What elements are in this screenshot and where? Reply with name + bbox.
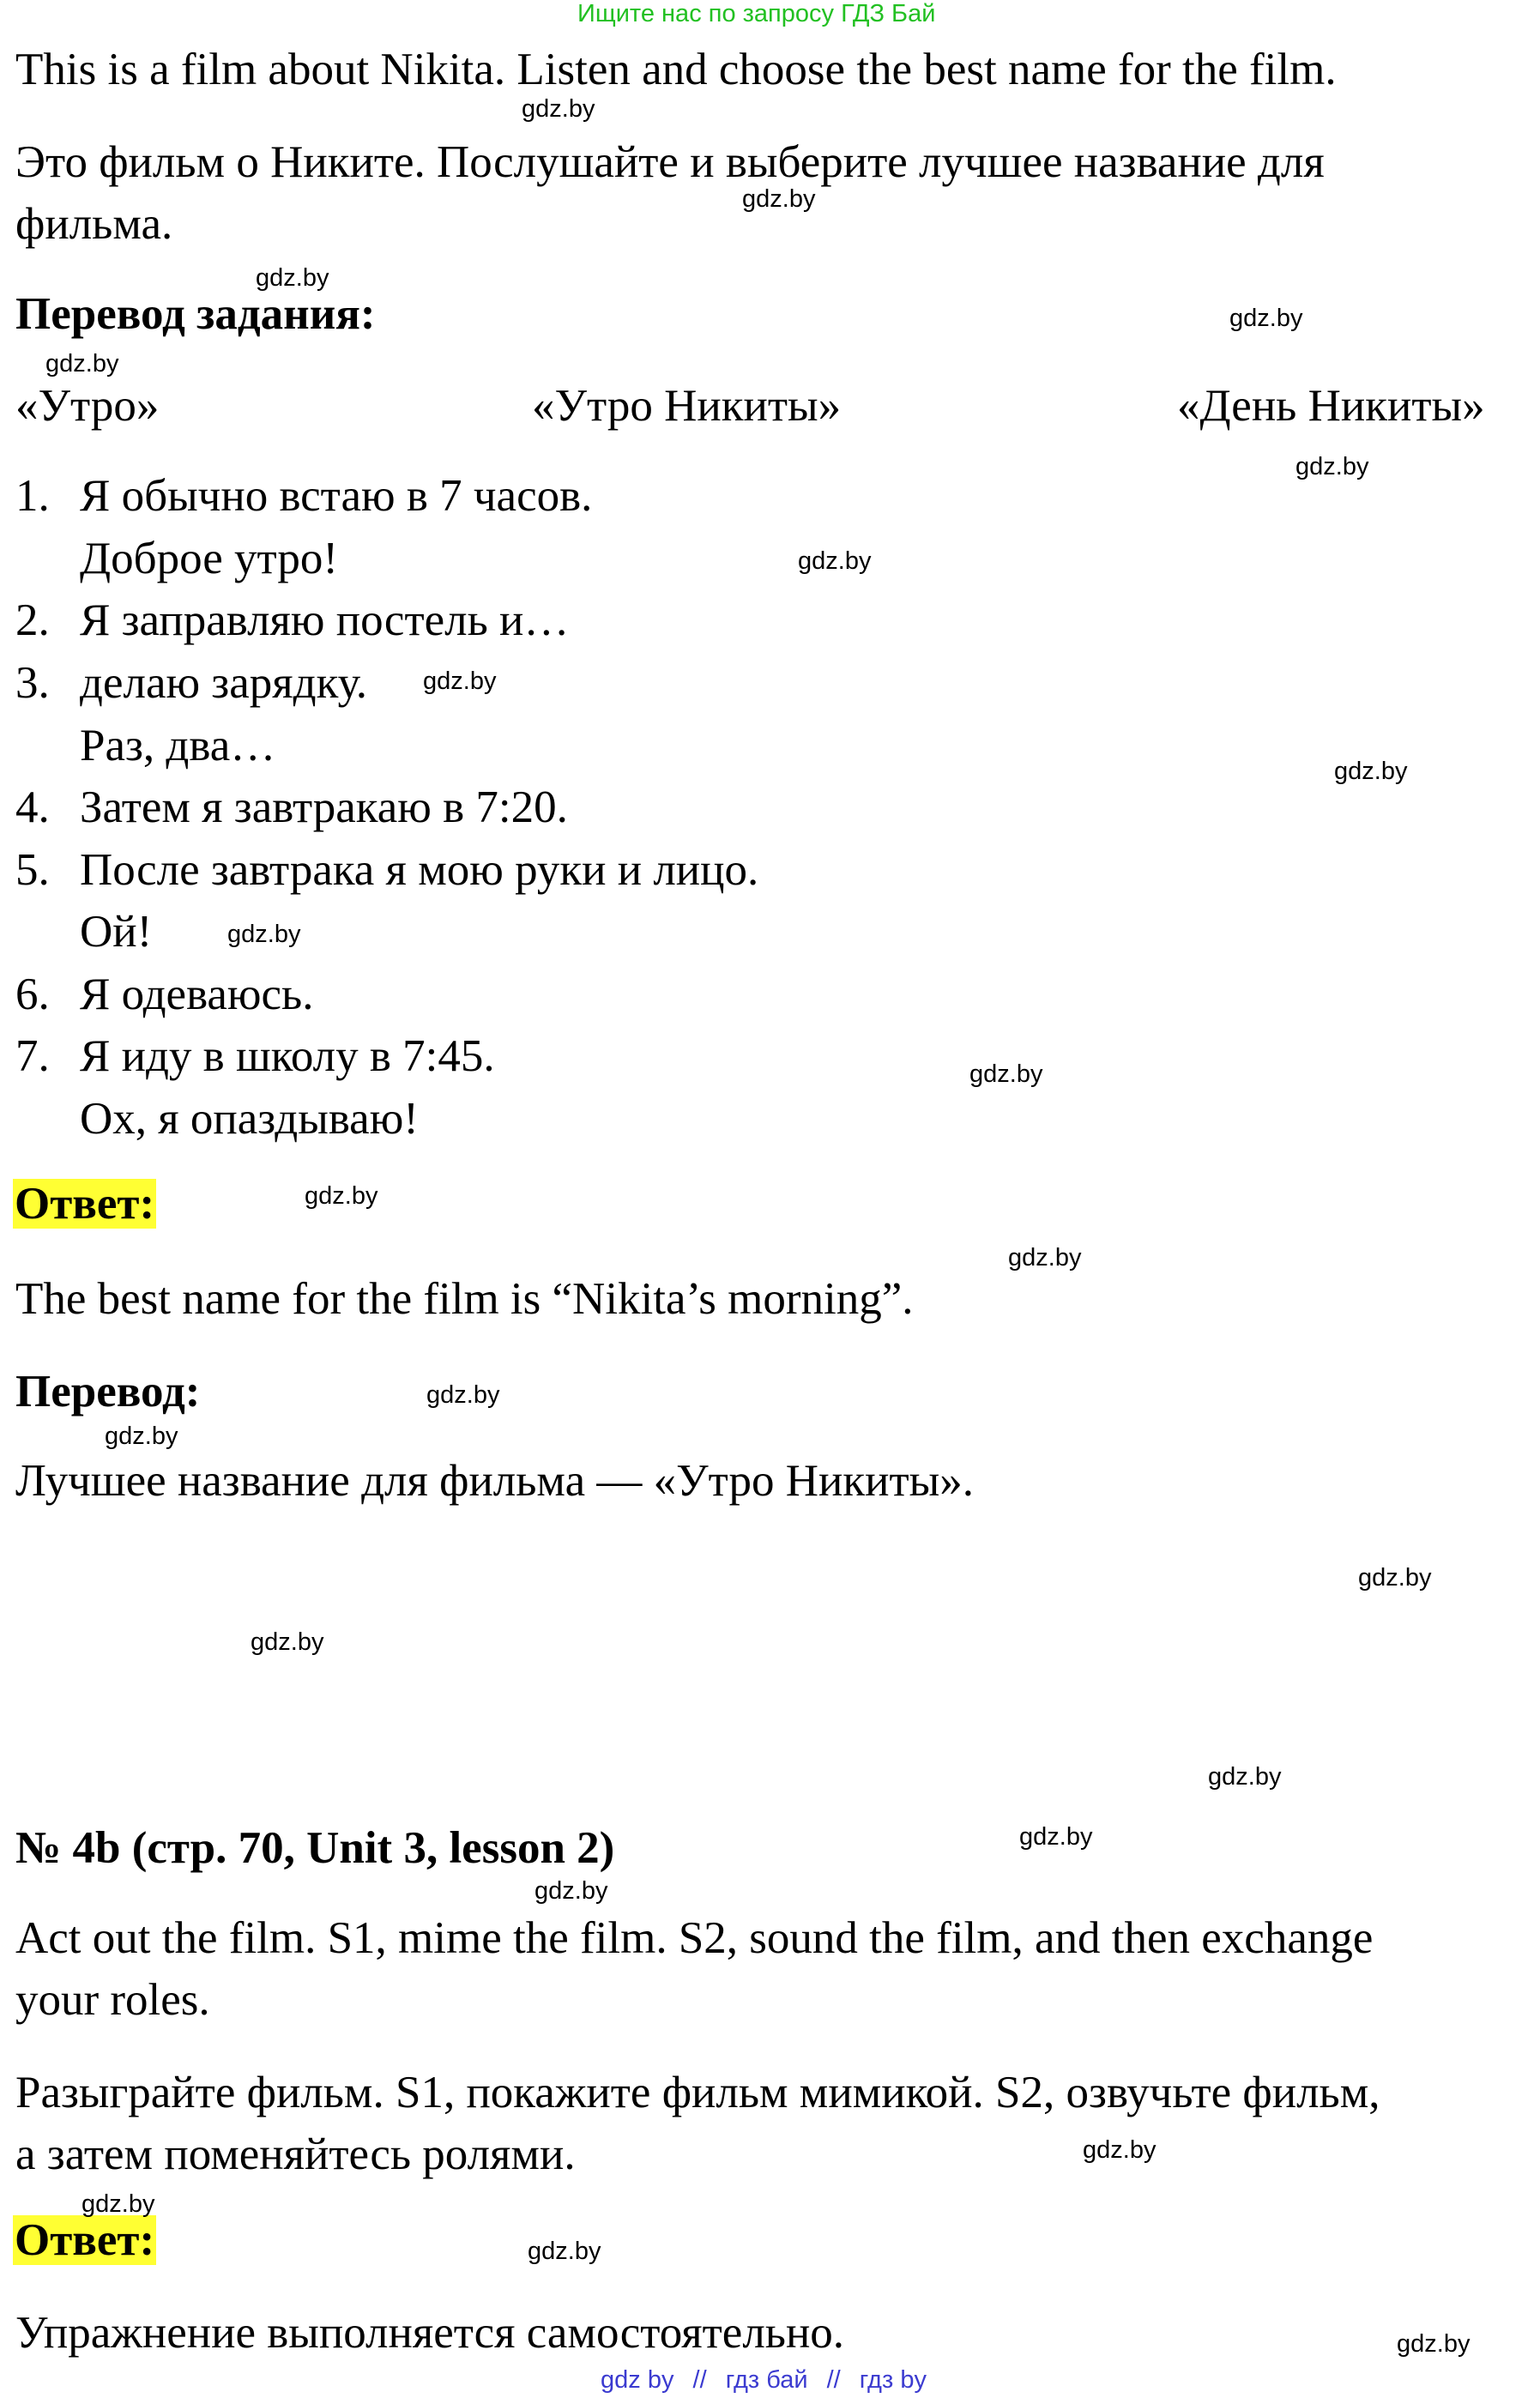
footer-separator: // bbox=[826, 2366, 841, 2394]
watermark: gdz.by bbox=[423, 667, 497, 695]
list-item-continuation: Раз, два… bbox=[80, 721, 276, 770]
watermark: gdz.by bbox=[227, 921, 301, 948]
task2-instruction-en-line2: your roles. bbox=[15, 1975, 210, 2025]
list-item-continuation: Ой! bbox=[80, 907, 153, 957]
watermark: gdz.by bbox=[522, 95, 595, 123]
translation-label: Перевод: bbox=[15, 1367, 201, 1416]
task2-instruction-ru-line2: а затем поменяйтесь ролями. bbox=[15, 2129, 576, 2179]
answer-label bbox=[13, 1181, 156, 1227]
watermark: gdz.by bbox=[528, 2238, 601, 2265]
watermark: gdz.by bbox=[251, 1628, 324, 1656]
watermark: gdz.by bbox=[1208, 1763, 1282, 1791]
footer-separator: // bbox=[692, 2366, 707, 2394]
footer-link-gdz-by-ru[interactable]: гдз by bbox=[859, 2366, 927, 2394]
watermark: gdz.by bbox=[426, 1381, 500, 1409]
list-item-text: Я обычно встаю в 7 часов. bbox=[80, 471, 593, 521]
list-item-continuation: Доброе утро! bbox=[80, 534, 338, 583]
answer-text: The best name for the film is “Nikita’s morning”. bbox=[15, 1274, 914, 1324]
footer-link-gdz-by[interactable]: gdz by bbox=[601, 2366, 674, 2394]
watermark: gdz.by bbox=[1358, 1564, 1432, 1592]
task1-instruction-ru-line2: фильма. bbox=[15, 199, 173, 249]
list-item-number: 1. bbox=[15, 471, 50, 521]
list-item-number: 5. bbox=[15, 845, 50, 895]
option-nikitas-morning: «Утро Никиты» bbox=[532, 381, 842, 431]
translation-heading: Перевод задания: bbox=[15, 289, 376, 339]
watermark: gdz.by bbox=[305, 1182, 378, 1210]
watermark: gdz.by bbox=[105, 1422, 178, 1450]
task2-instruction-en-line1: Act out the film. S1, mime the film. S2, sound the film, and then exchange bbox=[15, 1913, 1374, 1963]
footer bbox=[601, 2368, 927, 2393]
watermark: gdz.by bbox=[256, 264, 329, 292]
watermark: gdz.by bbox=[742, 185, 816, 213]
task2-answer-label-text: Ответ: bbox=[15, 2215, 155, 2265]
watermark: gdz.by bbox=[969, 1060, 1043, 1088]
list-item bbox=[15, 658, 368, 708]
list-item bbox=[15, 471, 593, 521]
list-item-text: Я заправляю постель и… bbox=[80, 595, 570, 645]
task2-instruction-ru-line1: Разыграйте фильм. S1, покажите фильм мимикой. S2, озвучьте фильм, bbox=[15, 2068, 1380, 2117]
list-item-text: Я одеваюсь. bbox=[80, 969, 314, 1019]
watermark: gdz.by bbox=[798, 547, 872, 575]
list-item-number: 3. bbox=[15, 658, 50, 708]
watermark: gdz.by bbox=[1008, 1244, 1082, 1271]
list-item-text: После завтрака я мою руки и лицо. bbox=[80, 845, 759, 895]
watermark: gdz.by bbox=[1229, 305, 1303, 332]
answer-label-text: Ответ: bbox=[15, 1179, 155, 1229]
list-item-text: Затем я завтракаю в 7:20. bbox=[80, 782, 568, 832]
list-item-text: Я иду в школу в 7:45. bbox=[80, 1031, 495, 1081]
task2-heading: № 4b (стр. 70, Unit 3, lesson 2) bbox=[15, 1823, 615, 1873]
watermark: gdz.by bbox=[82, 2190, 155, 2218]
watermark: gdz.by bbox=[1295, 453, 1369, 480]
watermark: gdz.by bbox=[1083, 2136, 1157, 2164]
translation-text: Лучшее название для фильма — «Утро Никиты». bbox=[15, 1456, 974, 1506]
list-item bbox=[15, 782, 568, 832]
task2-answer-label bbox=[13, 2215, 156, 2265]
option-nikitas-day: «День Никиты» bbox=[1177, 381, 1485, 431]
watermark: gdz.by bbox=[1019, 1823, 1093, 1851]
list-item bbox=[15, 845, 759, 895]
top-banner[interactable]: Ищите нас по запросу ГДЗ Бай bbox=[577, 0, 936, 27]
list-item-number: 4. bbox=[15, 782, 50, 832]
watermark: gdz.by bbox=[534, 1877, 608, 1905]
list-item bbox=[15, 595, 570, 645]
list-item-number: 2. bbox=[15, 595, 50, 645]
list-item bbox=[15, 1031, 495, 1081]
watermark: gdz.by bbox=[1397, 2330, 1471, 2358]
list-item-continuation: Ох, я опаздываю! bbox=[80, 1094, 419, 1144]
footer-link-gdz-bai[interactable]: гдз бай bbox=[725, 2366, 808, 2394]
list-item-text: делаю зарядку. bbox=[80, 658, 368, 708]
task1-instruction-ru-line1: Это фильм о Никите. Послушайте и выберите лучшее название для bbox=[15, 137, 1325, 187]
watermark: gdz.by bbox=[1334, 758, 1408, 785]
list-item bbox=[15, 969, 314, 1019]
task1-instruction-en: This is a film about Nikita. Listen and choose the best name for the film. bbox=[15, 45, 1337, 94]
task2-answer-text: Упражнение выполняется самостоятельно. bbox=[15, 2308, 845, 2358]
watermark: gdz.by bbox=[45, 350, 119, 378]
list-item-number: 6. bbox=[15, 969, 50, 1019]
option-morning: «Утро» bbox=[15, 381, 160, 431]
list-item-number: 7. bbox=[15, 1031, 50, 1081]
